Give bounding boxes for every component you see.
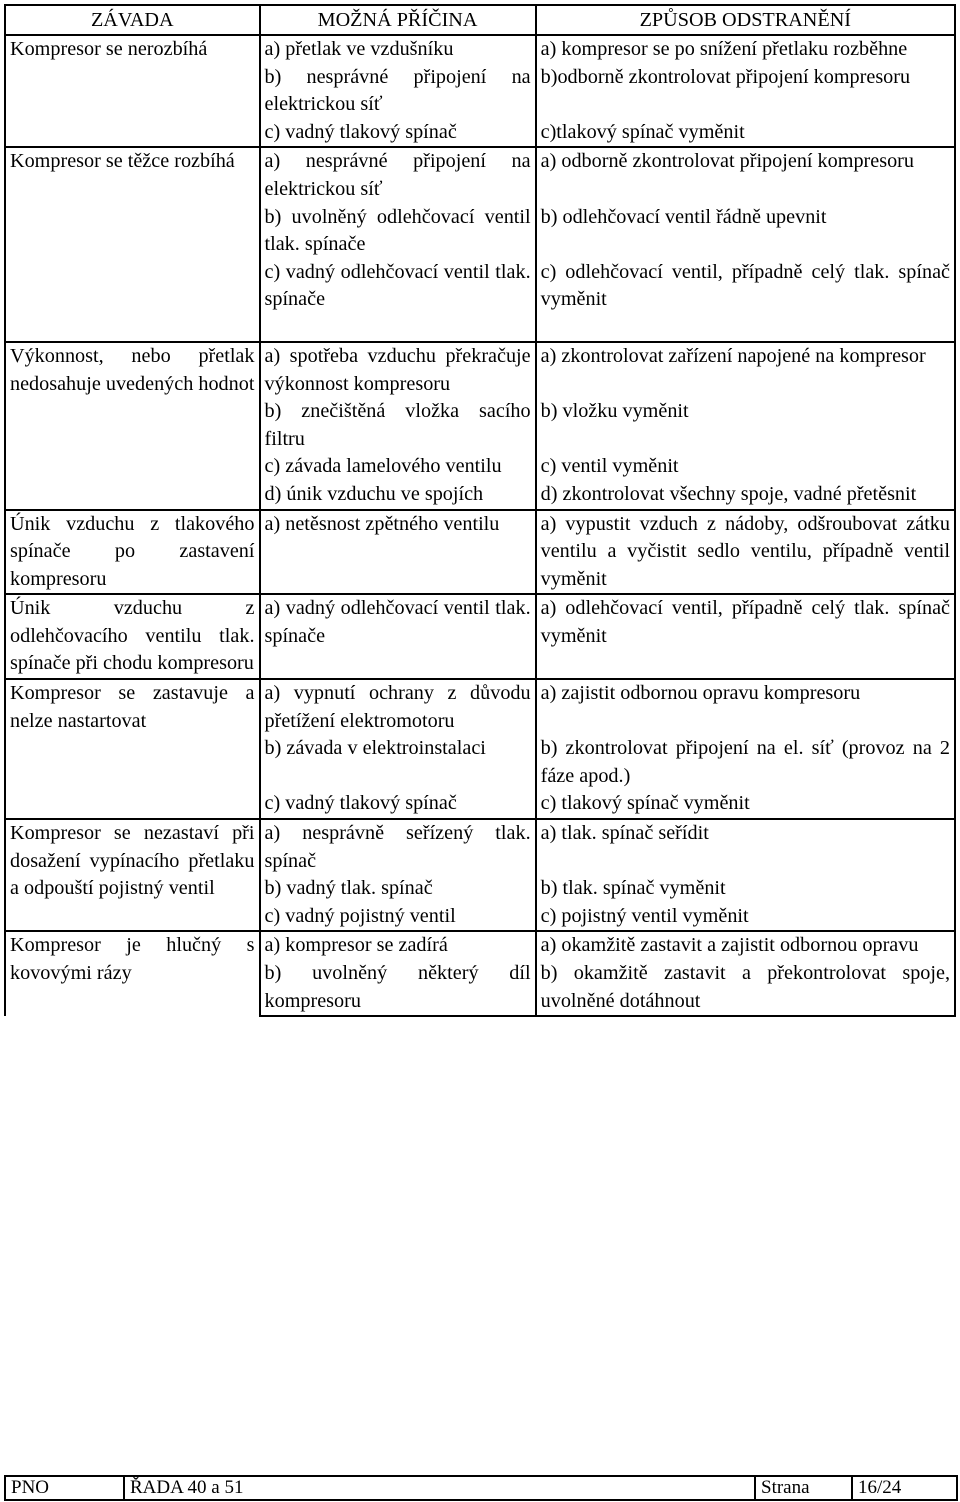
table-row	[5, 147, 955, 203]
cause-cell: c) závada lamelového ventilu	[260, 453, 536, 481]
cause-cell: c) vadný odlehčovací ventil tlak. spínače	[260, 259, 536, 314]
spacer-cell	[5, 314, 260, 342]
cause-cell: b) uvolněný odlehčovací ventil tlak. spínače	[260, 204, 536, 259]
table-row	[5, 510, 955, 595]
cause-cell: a) nesprávně seřízený tlak. spínač	[260, 819, 536, 875]
cause-cell: b) uvolněný některý díl kompresoru	[260, 960, 536, 1016]
table-body	[5, 35, 955, 1016]
fix-cell: c) tlakový spínač vyměnit	[536, 790, 955, 819]
cause-cell: a) spotřeba vzduchu překračuje výkonnost kompresoru	[260, 342, 536, 398]
cause-cell: a) vadný odlehčovací ventil tlak. spínače	[260, 594, 536, 679]
cause-cell: b) nesprávné připojení na elektrickou síť	[260, 64, 536, 119]
fault-cell: Únik vzduchu z odlehčovacího ventilu tlak. spínače při chodu kompresoru	[5, 594, 260, 679]
troubleshooting-table	[4, 4, 956, 1017]
cause-cell: a) vypnutí ochrany z důvodu přetížení elektromotoru	[260, 679, 536, 735]
table-row	[5, 594, 955, 679]
fix-cell: a) okamžitě zastavit a zajistit odbornou opravu	[536, 931, 955, 960]
fix-cell: b)odborně zkontrolovat připojení kompresoru	[536, 64, 955, 119]
cause-cell: b) vadný tlak. spínač	[260, 875, 536, 903]
fix-cell: c)tlakový spínač vyměnit	[536, 119, 955, 148]
spacer-cell	[536, 314, 955, 342]
fault-cell: Kompresor se nerozbíhá	[5, 35, 260, 147]
fix-cell: a) odlehčovací ventil, případně celý tlak. spínač vyměnit	[536, 594, 955, 679]
cause-cell: c) vadný tlakový spínač	[260, 119, 536, 148]
page-footer	[4, 1475, 958, 1501]
fix-cell: b) zkontrolovat připojení na el. síť (provoz na 2 fáze apod.)	[536, 735, 955, 790]
fault-cell: Kompresor se nezastaví při dosažení vypínacího přetlaku a odpouští pojistný ventil	[5, 819, 260, 931]
fix-cell: a) odborně zkontrolovat připojení kompresoru	[536, 147, 955, 203]
fix-cell: c) pojistný ventil vyměnit	[536, 903, 955, 932]
cause-cell: a) netěsnost zpětného ventilu	[260, 510, 536, 595]
fix-cell: c) odlehčovací ventil, případně celý tlak. spínač vyměnit	[536, 259, 955, 314]
header-cause: MOŽNÁ PŘÍČINA	[260, 5, 536, 35]
cause-cell: b) znečištěná vložka sacího filtru	[260, 398, 536, 453]
fix-cell: d) zkontrolovat všechny spoje, vadné přetěsnit	[536, 481, 955, 510]
cause-cell: b) závada v elektroinstalaci	[260, 735, 536, 790]
header-fault: ZÁVADA	[5, 5, 260, 35]
header-fix: ZPŮSOB ODSTRANĚNÍ	[536, 5, 955, 35]
fix-cell: a) zajistit odbornou opravu kompresoru	[536, 679, 955, 735]
cause-cell: d) únik vzduchu ve spojích	[260, 481, 536, 510]
cause-cell: c) vadný tlakový spínač	[260, 790, 536, 819]
table-row	[5, 679, 955, 735]
spacer-cell	[260, 314, 536, 342]
table-row	[5, 819, 955, 875]
footer-page-label: Strana	[755, 1476, 852, 1500]
fix-cell: b) vložku vyměnit	[536, 398, 955, 453]
table-header	[5, 5, 955, 35]
cause-cell: a) nesprávné připojení na elektrickou síť	[260, 147, 536, 203]
fix-cell: a) zkontrolovat zařízení napojené na kompresor	[536, 342, 955, 398]
fault-cell: Kompresor se těžce rozbíhá	[5, 147, 260, 314]
fix-cell: b) tlak. spínač vyměnit	[536, 875, 955, 903]
fault-cell: Výkonnost, nebo přetlak nedosahuje uvedených hodnot	[5, 342, 260, 510]
table-row	[5, 342, 955, 398]
fix-cell: a) vypustit vzduch z nádoby, odšroubovat zátku ventilu a vyčistit sedlo ventilu, případně ventil vyměnit	[536, 510, 955, 595]
table-row	[5, 35, 955, 64]
footer-model: ŘADA 40 a 51	[124, 1476, 755, 1500]
fault-cell: Kompresor se zastavuje a nelze nastartovat	[5, 679, 260, 819]
fault-cell: Kompresor je hlučný s kovovými rázy	[5, 931, 260, 1016]
fix-cell: b) okamžitě zastavit a překontrolovat spoje, uvolněné dotáhnout	[536, 960, 955, 1016]
table-row	[5, 931, 955, 960]
cause-cell: c) vadný pojistný ventil	[260, 903, 536, 932]
fix-cell: a) kompresor se po snížení přetlaku rozběhne	[536, 35, 955, 64]
fix-cell: b) odlehčovací ventil řádně upevnit	[536, 204, 955, 259]
cause-cell: a) kompresor se zadírá	[260, 931, 536, 960]
cause-cell: a) přetlak ve vzdušníku	[260, 35, 536, 64]
footer-brand: PNO	[5, 1476, 124, 1500]
fault-cell: Únik vzduchu z tlakového spínače po zastavení kompresoru	[5, 510, 260, 595]
footer-page-number: 16/24	[852, 1476, 957, 1500]
fix-cell: c) ventil vyměnit	[536, 453, 955, 481]
fix-cell: a) tlak. spínač seřídit	[536, 819, 955, 875]
spacer-row	[5, 314, 955, 342]
